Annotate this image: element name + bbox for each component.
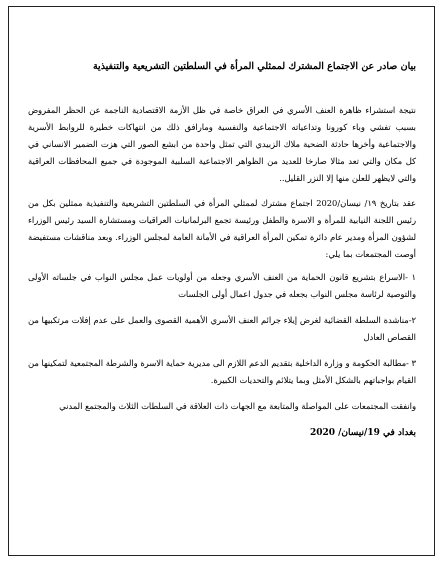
document-title: بيان صادر عن الاجتماع المشترك لممثلي المرأة في السلطتين التشريعية والتنفيذية <box>92 61 416 72</box>
meeting-paragraph: عقد بتاريخ ١٩/ نيسان/2020 اجتماع مشترك لممثلي المرأة في السلطتين التشريعية والتنفيذية ممثلين بكل من رئيس اللجنة النيابية للمرأة و الاسرة والطفل ورئيسة تجمع البرلمانيات العراقيات ومستشارة السيد رئيس الوزراء لشؤون المرأة ومدير عام دائرة تمكين المرأة العراقية في الأمانة العامة لمجلس الوزراء. وبعد مناقشات مستفيضة أوصت المجتمعات بما يلي: <box>28 198 416 259</box>
signoff-date: بغداد في 19/نيسان/ 2020 <box>309 428 416 438</box>
intro-paragraph: نتيجة استشراء ظاهرة العنف الأسري في العراق خاصة في ظل الأزمة الاقتصادية الناجمة عن الحظر المفروض بسبب تفشي وباء كورونا وتداعياته الاجتماعية والنفسية ومارافق ذلك من انتهاكات خطيرة للروابط الأسرية والاجتماعية وأخرها حادثة الضحية ملاك الزبيدي التي تمثل واحدة من ابشع الصور التي هزت الضمير الانساني في كل مكان والتي تعد مثالا صارخا للعديد من الظواهر الاجتماعية السلبية الموجودة في جميع المحافظات العراقية والتي لايظهر للعلن منها إلا النزر القليل.. <box>28 105 416 183</box>
statement-body <box>28 60 416 451</box>
closing-paragraph: وانفقت المجتمعات على المواصلة والمتابعة مع الجهات ذات العلاقة في السلطات الثلاث والمجتمع المدني <box>59 401 416 411</box>
recommendation-item-2: ٢-مناشدة السلطة القضائية لغرض إيلاء جرائم العنف الأسري الأهمية القصوى والعمل على عدم إفلات مرتكبيها من القصاص العادل <box>28 315 416 342</box>
recommendation-item-1: ١ -الاسراع بتشريع قانون الحماية من العنف الأسري وجعله من أولويات عمل مجلس النواب في جلساته الأولى والتوصية لرئاسة مجلس النواب بجعله في جدول اعمال أولى الجلسات <box>28 272 416 299</box>
recommendation-item-3: ٣ -مطالبة الحكومة و وزارة الداخلية بتقديم الدعم اللازم الى مديرية حماية الاسرة والشرطة المجتمعية لتمكينها من القيام بواجباتهم بالشكل الأمثل وبما يتلائم والتحديات الكبيرة. <box>28 358 416 385</box>
